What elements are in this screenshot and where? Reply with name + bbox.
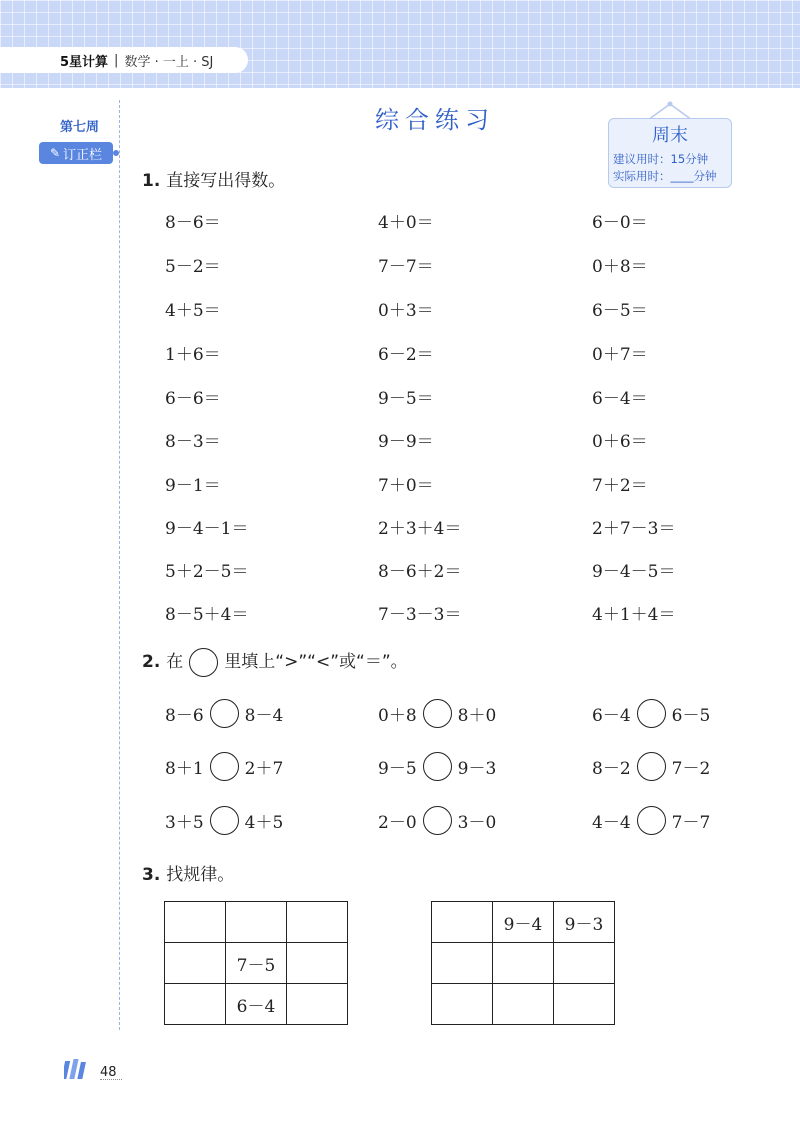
- compare-right: 7－2: [671, 758, 711, 779]
- equation: 2＋3＋4＝: [378, 519, 462, 539]
- books-icon: [64, 1057, 96, 1079]
- compare-item: [165, 748, 283, 784]
- question-text-after: 里填上“>”“<”或“＝”。: [224, 652, 408, 672]
- compare-item: [592, 748, 710, 784]
- circle-icon: [189, 648, 218, 677]
- equation: 4＋5＝: [165, 301, 221, 321]
- compare-right: 8＋0: [457, 705, 497, 726]
- pattern-grid-2: [431, 901, 615, 1025]
- equation: 0＋8＝: [592, 257, 648, 277]
- equation: 6－0＝: [592, 213, 648, 233]
- compare-right: 6－5: [671, 705, 711, 726]
- question-number: 3.: [142, 865, 161, 885]
- question-text-before: 在: [166, 652, 184, 672]
- grid-cell: 9－3: [554, 902, 615, 943]
- equation: 6－6＝: [165, 389, 221, 409]
- footer-dots: [100, 1079, 122, 1080]
- answer-circle[interactable]: [423, 699, 452, 728]
- correction-column-tag: [39, 142, 113, 164]
- compare-item: [165, 802, 283, 838]
- grid-cell[interactable]: [165, 902, 226, 943]
- question-2-heading: [142, 647, 408, 677]
- grid-cell[interactable]: [432, 902, 493, 943]
- grid-cell: 9－4: [493, 902, 554, 943]
- answer-circle[interactable]: [423, 806, 452, 835]
- equation: 2＋7－3＝: [592, 519, 676, 539]
- page-number: 48: [100, 1065, 117, 1080]
- equation: 7－3－3＝: [378, 605, 462, 625]
- answer-circle[interactable]: [210, 699, 239, 728]
- compare-item: [378, 802, 496, 838]
- equation: 0＋6＝: [592, 432, 648, 452]
- compare-item: [378, 695, 496, 731]
- weekend-title: 周末: [652, 125, 688, 146]
- weekend-time-card: [608, 118, 732, 188]
- compare-left: 8－2: [592, 758, 631, 779]
- question-text: 找规律。: [166, 865, 235, 885]
- compare-left: 8－6: [165, 705, 204, 726]
- equation: 7＋0＝: [378, 476, 434, 496]
- equation: 8－6＝: [165, 213, 221, 233]
- equation: 6－5＝: [592, 301, 648, 321]
- equation: 0＋3＝: [378, 301, 434, 321]
- equation: 8－6＋2＝: [378, 562, 462, 582]
- compare-right: 2＋7: [244, 758, 284, 779]
- grid-cell[interactable]: [554, 984, 615, 1025]
- header-band: [0, 0, 800, 88]
- equation: 4＋0＝: [378, 213, 434, 233]
- compare-right: 4＋5: [244, 812, 284, 833]
- grid-cell[interactable]: [493, 943, 554, 984]
- equation: 8－3＝: [165, 432, 221, 452]
- equation: 9－9＝: [378, 432, 434, 452]
- equation: 7＋2＝: [592, 476, 648, 496]
- compare-right: 7－7: [671, 812, 711, 833]
- equation: 4＋1＋4＝: [592, 605, 676, 625]
- compare-item: [592, 695, 710, 731]
- pencil-icon: ✎: [49, 146, 61, 160]
- grid-cell: 6－4: [226, 984, 287, 1025]
- equation: 5＋2－5＝: [165, 562, 249, 582]
- page-title: 综合练习: [375, 106, 495, 134]
- compare-item: [378, 748, 496, 784]
- grid-cell[interactable]: [554, 943, 615, 984]
- compare-left: 8＋1: [165, 758, 204, 779]
- compare-left: 9－5: [378, 758, 417, 779]
- question-number: 2.: [142, 652, 161, 672]
- compare-left: 4－4: [592, 812, 631, 833]
- grid-cell: 7－5: [226, 943, 287, 984]
- compare-item: [165, 695, 283, 731]
- compare-left: 2－0: [378, 812, 417, 833]
- actual-time: 实际用时：____分钟: [613, 169, 717, 183]
- equation: 9－5＝: [378, 389, 434, 409]
- compare-right: 9－3: [457, 758, 497, 779]
- tag-dot: [113, 150, 119, 156]
- question-1-heading: [142, 166, 285, 191]
- compare-right: 8－4: [244, 705, 284, 726]
- subject: 数学 · 一上 · SJ: [124, 54, 214, 70]
- equation: 7－7＝: [378, 257, 434, 277]
- grid-cell[interactable]: [226, 902, 287, 943]
- hanger-icon: [608, 100, 732, 120]
- header-separator: |: [114, 52, 119, 68]
- answer-circle[interactable]: [210, 806, 239, 835]
- equation: 6－2＝: [378, 345, 434, 365]
- answer-circle[interactable]: [637, 699, 666, 728]
- suggested-time: 建议用时：15分钟: [613, 152, 709, 166]
- question-text: 直接写出得数。: [166, 171, 286, 191]
- grid-cell[interactable]: [287, 984, 348, 1025]
- grid-cell[interactable]: [287, 943, 348, 984]
- pattern-grid-1: [164, 901, 348, 1025]
- equation: 6－4＝: [592, 389, 648, 409]
- compare-right: 3－0: [457, 812, 497, 833]
- equation: 8－5＋4＝: [165, 605, 249, 625]
- equation: 0＋7＝: [592, 345, 648, 365]
- answer-circle[interactable]: [637, 806, 666, 835]
- grid-cell[interactable]: [165, 984, 226, 1025]
- grid-cell[interactable]: [432, 943, 493, 984]
- margin-divider: [119, 100, 120, 1030]
- question-number: 1.: [142, 171, 161, 191]
- answer-circle[interactable]: [423, 752, 452, 781]
- equation: 9－4－5＝: [592, 562, 676, 582]
- compare-item: [592, 802, 710, 838]
- equation: 1＋6＝: [165, 345, 221, 365]
- correction-label: 订正栏: [63, 147, 103, 163]
- week-label: 第七周: [60, 120, 100, 135]
- equation: 9－1＝: [165, 476, 221, 496]
- header-bar: [0, 47, 248, 73]
- compare-left: 3＋5: [165, 812, 204, 833]
- compare-left: 6－4: [592, 705, 631, 726]
- question-3-heading: [142, 860, 234, 885]
- grid-cell[interactable]: [493, 984, 554, 1025]
- answer-circle[interactable]: [637, 752, 666, 781]
- grid-cell[interactable]: [432, 984, 493, 1025]
- equation: 9－4－1＝: [165, 519, 249, 539]
- grid-cell[interactable]: [165, 943, 226, 984]
- brand: 5星计算: [60, 54, 109, 70]
- answer-circle[interactable]: [210, 752, 239, 781]
- equation: 5－2＝: [165, 257, 221, 277]
- compare-left: 0＋8: [378, 705, 417, 726]
- grid-cell[interactable]: [287, 902, 348, 943]
